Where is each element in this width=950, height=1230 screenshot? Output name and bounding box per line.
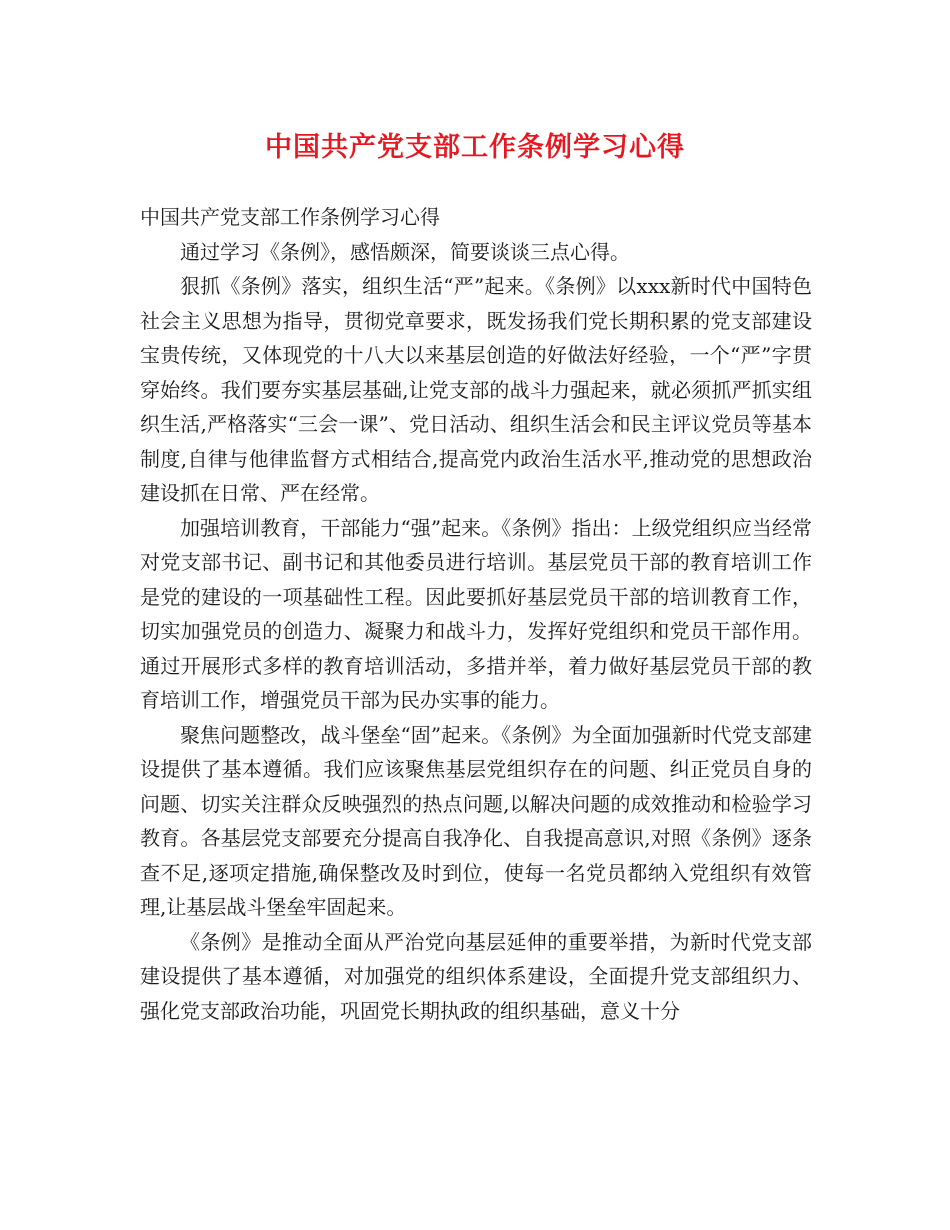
document-title: 中国共产党支部工作条例学习心得 bbox=[265, 132, 685, 163]
paragraph-training-education: 加强培训教育，干部能力“强”起来。《条例》指出：上级党组织应当经常对党支部书记、副书记和其他委员进行培训。基层党员干部的教育培训工作是党的建设的一项基础性工程。因此要抓好基层党员干部的培训教育工作，切实加强党员的创造力、凝聚力和战斗力，发挥好党组织和党员干部作用。通过开展形式多样的教育培训活动，多措并举，着力做好基层党员干部的教育培训工作，增强党员干部为民办实事的能力。 bbox=[140, 515, 812, 712]
paragraph-intro: 通过学习《条例》，感悟颇深，简要谈谈三点心得。 bbox=[180, 239, 630, 264]
paragraph-organizational-life: 狠抓《条例》落实，组织生活“严”起来。《条例》以xxx新时代中国特色社会主义思想为指导，贯彻党章要求，既发扬我们党长期积累的党支部建设宝贵传统，又体现党的十八大以来基层创造的好做法好经验，一个“严”字贯穿始终。我们要夯实基层基础,让党支部的战斗力强起来，就必须抓严抓实组织生活,严格落实“三会一课”、党日活动、组织生活会和民主评议党员等基本制度,自律与他律监督方式相结合,提高党内政治生活水平,推动党的思想政治建设抓在日常、严在经常。 bbox=[140, 274, 812, 505]
document-body bbox=[140, 200, 812, 1028]
paragraph-conclusion: 《条例》是推动全面从严治党向基层延伸的重要举措，为新时代党支部建设提供了基本遵循，对加强党的组织体系建设，全面提升党支部组织力、强化党支部政治功能，巩固党长期执政的组织基础，意义十分 bbox=[140, 929, 812, 1023]
document-subtitle: 中国共产党支部工作条例学习心得 bbox=[140, 205, 440, 229]
paragraph-problem-rectification: 聚焦问题整改，战斗堡垒“固”起来。《条例》为全面加强新时代党支部建设提供了基本遵循。我们应该聚焦基层党组织存在的问题、纠正党员自身的问题、切实关注群众反映强烈的热点问题,以解决问题的成效推动和检验学习教育。各基层党支部要充分提高自我净化、自我提高意识,对照《条例》逐条查不足,逐项定措施,确保整改及时到位，使每一名党员都纳入党组织有效管理,让基层战斗堡垒牢固起来。 bbox=[140, 722, 812, 919]
